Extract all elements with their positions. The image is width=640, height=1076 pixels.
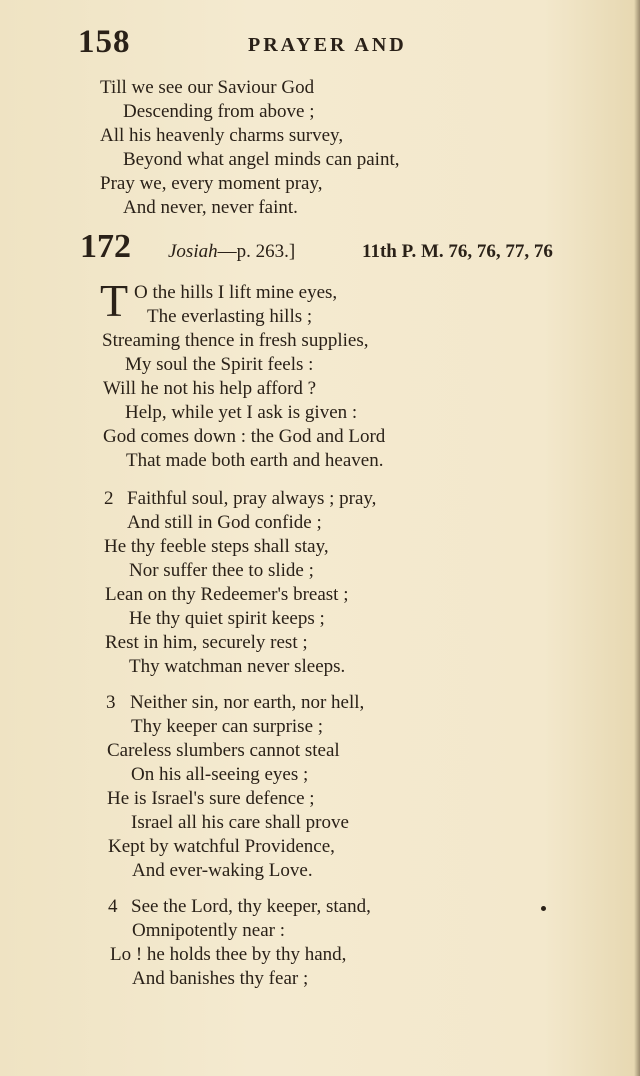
drop-cap: T bbox=[100, 275, 129, 326]
ink-speck bbox=[541, 906, 546, 911]
running-head: PRAYER AND bbox=[248, 34, 407, 56]
stanza-3-line: Neither sin, nor earth, nor hell, bbox=[130, 692, 365, 713]
stanza-4-line: See the Lord, thy keeper, stand, bbox=[131, 896, 371, 917]
tune-page: —p. 263.] bbox=[217, 241, 296, 262]
tune-reference bbox=[168, 240, 295, 264]
page-edge-shadow bbox=[634, 0, 640, 1076]
stanza-2-line: He thy quiet spirit keeps ; bbox=[129, 608, 325, 629]
stanza-1-line: God comes down : the God and Lord bbox=[103, 426, 386, 447]
stanza-1-line: Will he not his help afford ? bbox=[103, 378, 317, 399]
tune-name: Josiah bbox=[168, 241, 218, 262]
previous-hymn-line: Till we see our Saviour God bbox=[100, 77, 315, 98]
stanza-2-line: He thy feeble steps shall stay, bbox=[104, 536, 329, 557]
page-number: 158 bbox=[78, 24, 131, 60]
previous-hymn-line: Pray we, every moment pray, bbox=[100, 173, 323, 194]
stanza-3-line: On his all-seeing eyes ; bbox=[131, 764, 309, 785]
stanza-2-line: Rest in him, securely rest ; bbox=[105, 632, 308, 653]
meter: 11th P. M. 76, 76, 77, 76 bbox=[362, 241, 553, 262]
stanza-4-line: And banishes thy fear ; bbox=[132, 968, 309, 989]
stanza-4-line: Lo ! he holds thee by thy hand, bbox=[110, 944, 347, 965]
previous-hymn-line: Descending from above ; bbox=[123, 101, 315, 122]
stanza-3-line: Careless slumbers cannot steal bbox=[107, 740, 340, 761]
stanza-1-line: Help, while yet I ask is given : bbox=[125, 402, 358, 423]
stanza-2-number: 2 bbox=[104, 488, 114, 509]
stanza-4-line: Omnipotently near : bbox=[132, 920, 286, 941]
stanza-1-line: Streaming thence in fresh supplies, bbox=[102, 330, 369, 351]
stanza-2-line: Nor suffer thee to slide ; bbox=[129, 560, 314, 581]
stanza-1-line: My soul the Spirit feels : bbox=[125, 354, 314, 375]
previous-hymn-line: And never, never faint. bbox=[123, 197, 298, 218]
stanza-2-line: Faithful soul, pray always ; pray, bbox=[127, 488, 377, 509]
stanza-3-line: Thy keeper can surprise ; bbox=[131, 716, 324, 737]
stanza-2-line: Lean on thy Redeemer's breast ; bbox=[105, 584, 349, 605]
stanza-1-line: The everlasting hills ; bbox=[147, 306, 313, 327]
previous-hymn-line: All his heavenly charms survey, bbox=[100, 125, 344, 146]
stanza-2-line: Thy watchman never sleeps. bbox=[129, 656, 346, 677]
stanza-1-line: That made both earth and heaven. bbox=[126, 450, 384, 471]
stanza-3-line: He is Israel's sure defence ; bbox=[107, 788, 315, 809]
stanza-3-line: Israel all his care shall prove bbox=[131, 812, 349, 833]
stanza-1-line: O the hills I lift mine eyes, bbox=[134, 282, 338, 303]
stanza-4-number: 4 bbox=[108, 896, 118, 917]
stanza-3-line: And ever-waking Love. bbox=[132, 860, 313, 881]
previous-hymn-line: Beyond what angel minds can paint, bbox=[123, 149, 400, 170]
stanza-3-line: Kept by watchful Providence, bbox=[108, 836, 335, 857]
hymn-number: 172 bbox=[80, 228, 131, 265]
stanza-3-number: 3 bbox=[106, 692, 116, 713]
stanza-2-line: And still in God confide ; bbox=[127, 512, 322, 533]
